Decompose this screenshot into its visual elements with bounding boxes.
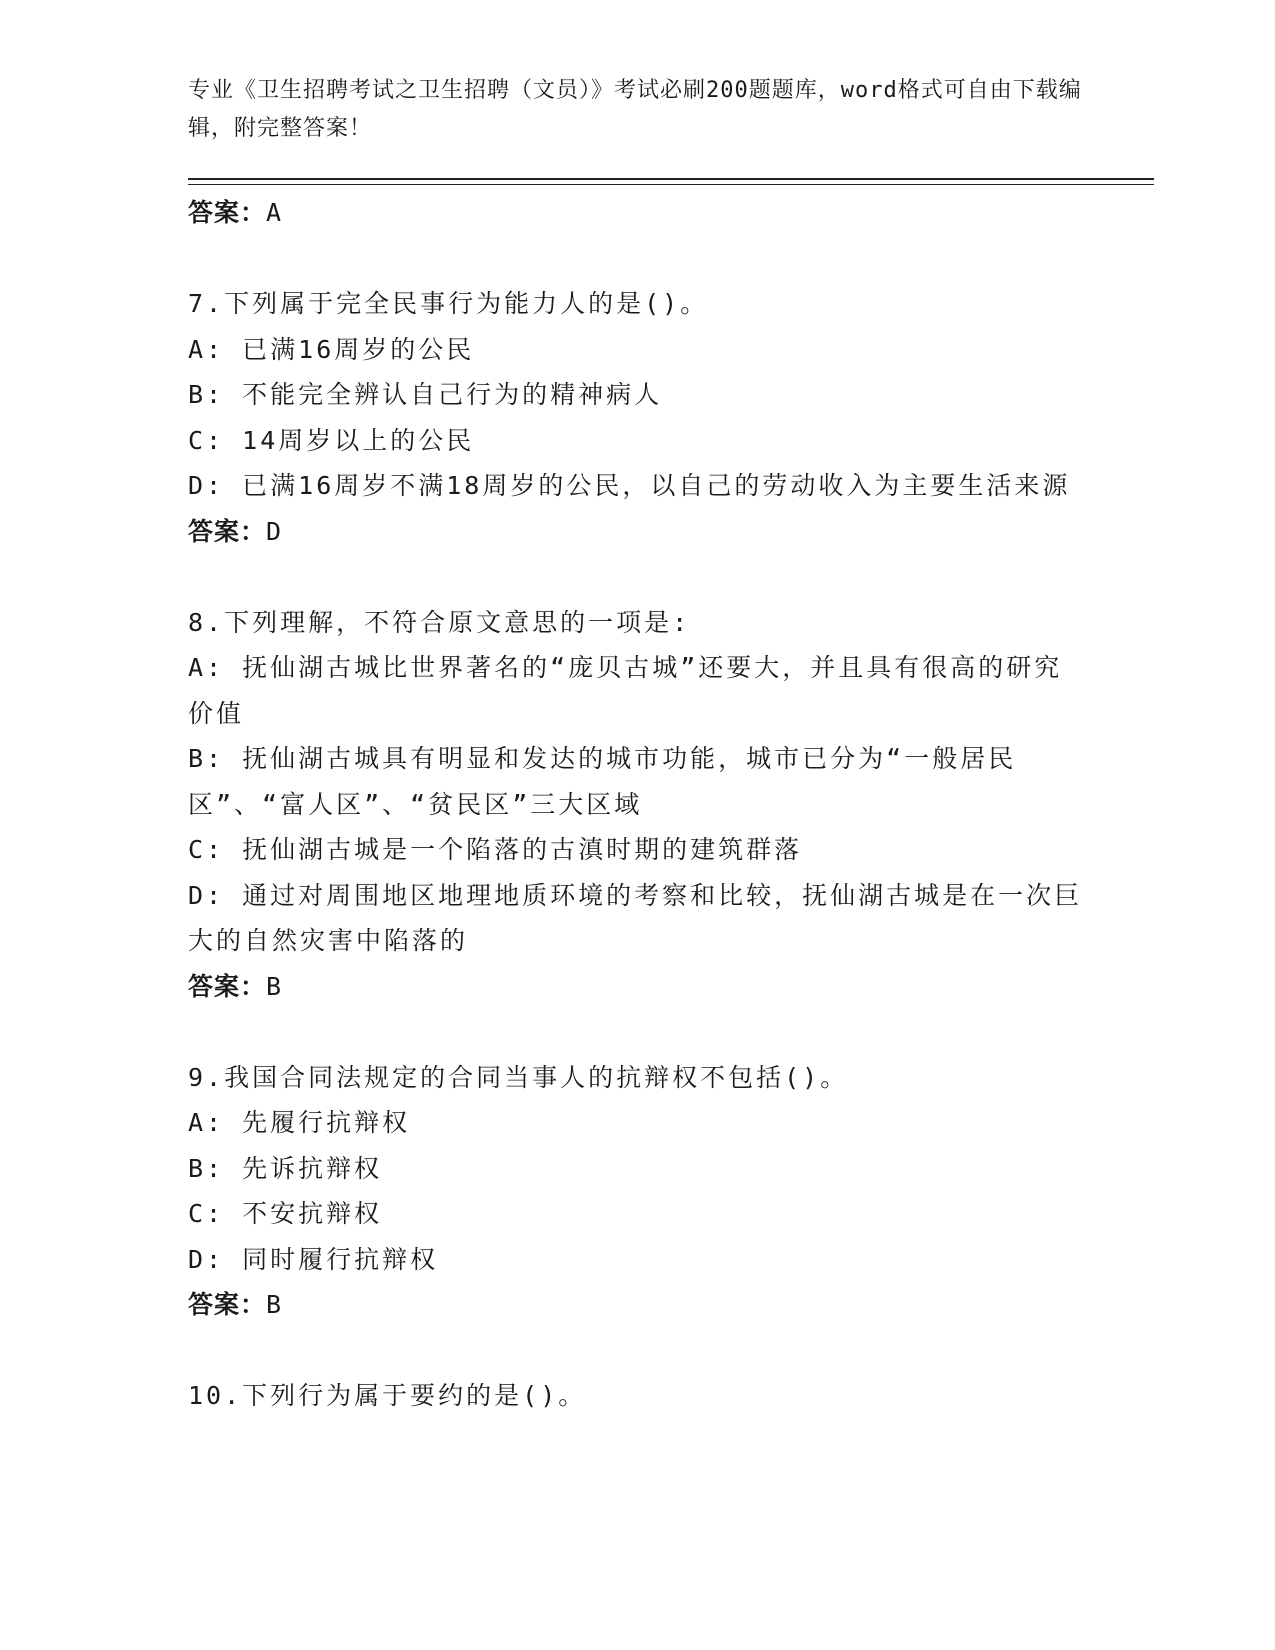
option-a: A: 已满16周岁的公民 <box>188 334 475 364</box>
option-d: D: 已满16周岁不满18周岁的公民，以自己的劳动收入为主要生活来源 <box>188 471 1071 500</box>
header-divider-thin <box>188 184 1154 185</box>
question-stem: 9.我国合同法规定的合同当事人的抗辩权不包括()。 <box>188 1062 849 1092</box>
answer-label: 答案： <box>188 971 267 1001</box>
question-stem: 8.下列理解，不符合原文意思的一项是: <box>188 607 691 637</box>
option-c: C: 14周岁以上的公民 <box>188 425 475 455</box>
question-block <box>188 600 1088 1010</box>
answer-value: B <box>266 971 283 1001</box>
question-stem: 10.下列行为属于要约的是()。 <box>188 1381 587 1410</box>
option-d: D: 同时履行抗辩权 <box>188 1244 439 1274</box>
answer-line <box>188 190 1088 236</box>
answer-line <box>188 1282 1088 1328</box>
option-b: B: 不能完全辨认自己行为的精神病人 <box>188 380 663 409</box>
answer-label: 答案： <box>188 516 267 546</box>
answer-line <box>188 509 1088 555</box>
question-block <box>188 1055 1088 1328</box>
option-b: B: 先诉抗辩权 <box>188 1153 383 1183</box>
question-block <box>188 281 1088 554</box>
question-list <box>188 190 1088 1419</box>
document-header: 专业《卫生招聘考试之卫生招聘（文员）》考试必刷200题题库，word格式可自由下载编辑，附完整答案！ <box>188 78 1082 141</box>
answer-value: A <box>266 198 283 227</box>
option-d: D: 通过对周围地区地理地质环境的考察和比较，抚仙湖古城是在一次巨大的自然灾害中陷落的 <box>188 880 1083 955</box>
answer-label: 答案： <box>188 1290 267 1319</box>
option-a: A: 先履行抗辩权 <box>188 1108 411 1137</box>
question-block <box>188 1373 1088 1419</box>
option-c: C: 不安抗辩权 <box>188 1199 383 1228</box>
option-c: C: 抚仙湖古城是一个陷落的古滇时期的建筑群落 <box>188 835 803 864</box>
question-stem: 7.下列属于完全民事行为能力人的是()。 <box>188 289 709 318</box>
answer-value: B <box>266 1290 283 1319</box>
answer-label: 答案： <box>188 198 267 227</box>
answer-line <box>188 964 1088 1010</box>
option-a: A: 抚仙湖古城比世界著名的“庞贝古城”还要大，并且具有很高的研究价值 <box>188 653 1063 728</box>
answer-value: D <box>266 516 283 546</box>
option-b: B: 抚仙湖古城具有明显和发达的城市功能，城市已分为“一般居民区”、“富人区”、“贫民区”三大区域 <box>188 744 1017 819</box>
header-divider-thick <box>188 178 1154 180</box>
